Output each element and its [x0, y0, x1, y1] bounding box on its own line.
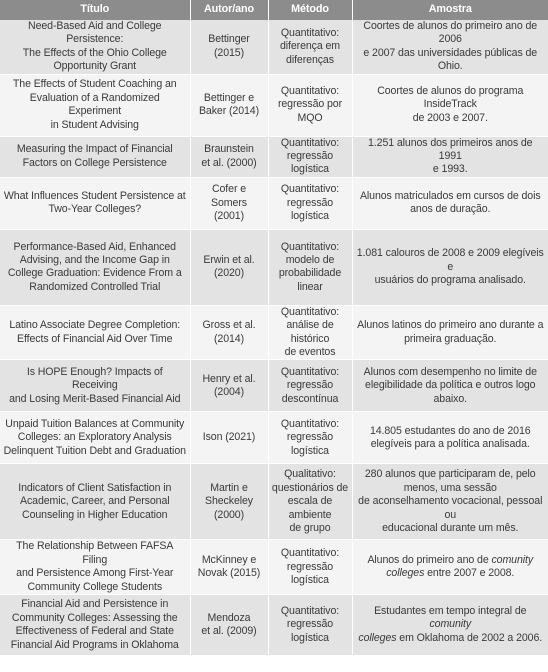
- cell-amostra: [352, 540, 548, 595]
- amostra-text: 1.251 alunos dos primeiros anos de 1991 e 1993.: [368, 136, 533, 176]
- cell-autor-ano: Bettinger (2015): [190, 20, 268, 74]
- cell-amostra: [352, 412, 548, 464]
- table-row: [0, 177, 548, 229]
- cell-autor-ano: Henry et al. (2004): [190, 360, 268, 412]
- table-row: [0, 464, 548, 540]
- cell-autor-ano: Mendoza et al. (2009): [190, 595, 268, 656]
- header-row: [0, 0, 548, 20]
- table-row: [0, 412, 548, 464]
- table-row: [0, 74, 548, 136]
- cell-titulo: Is HOPE Enough? Impacts of Receiving and Losing Merit-Based Financial Aid: [0, 360, 190, 412]
- cell-autor-ano: Erwin et al. (2020): [190, 229, 268, 305]
- header-autor-ano: Autor/ano: [190, 0, 268, 20]
- cell-titulo: Financial Aid and Persistence in Community Colleges: Assessing the Effectiveness of Federal and State Financial Aid Programs in Oklahoma: [0, 595, 190, 656]
- cell-metodo: Quantitativo: regressão logística: [268, 540, 352, 595]
- amostra-text: 14.805 estudantes do ano de 2016 elegíveis para a política analisada.: [369, 424, 531, 450]
- cell-titulo: Unpaid Tuition Balances at Community Colleges: an Exploratory Analysis Delinquent Tuition Debt and Graduation: [0, 412, 190, 464]
- table-row: [0, 595, 548, 656]
- table-row: [0, 360, 548, 412]
- table-header: [0, 0, 548, 20]
- cell-amostra: [352, 136, 548, 177]
- cell-titulo: What Influences Student Persistence at Two-Year Colleges?: [0, 177, 190, 229]
- cell-metodo: Quantitativo: análise de histórico de eventos: [268, 305, 352, 360]
- cell-amostra: [352, 229, 548, 305]
- cell-amostra: [352, 360, 548, 412]
- table-row: [0, 229, 548, 305]
- cell-autor-ano: Ison (2021): [190, 412, 268, 464]
- amostra-italic-term: comunity colleges: [358, 618, 472, 644]
- cell-autor-ano: Bettinger e Baker (2014): [190, 74, 268, 136]
- cell-titulo: The Effects of Student Coaching an Evaluation of a Randomized Experiment in Student Advising: [0, 74, 190, 136]
- amostra-text: Alunos latinos do primeiro ano durante a primeira graduação.: [357, 319, 544, 345]
- cell-titulo: Latino Associate Degree Completion: Effects of Financial Aid Over Time: [0, 305, 190, 360]
- cell-titulo: Performance-Based Aid, Enhanced Advising, and the Income Gap in College Graduation: Evidence From a Randomized Controlled Trial: [0, 229, 190, 305]
- amostra-text: Alunos do primeiro ano de: [367, 553, 492, 566]
- amostra-text: em Oklahoma de 2002 a 2006.: [396, 631, 543, 644]
- cell-autor-ano: Martin e Sheckeley (2000): [190, 464, 268, 540]
- cell-autor-ano: Cofer e Somers (2001): [190, 177, 268, 229]
- cell-metodo: Quantitativo: regressão logística: [268, 136, 352, 177]
- cell-amostra: [352, 305, 548, 360]
- cell-titulo: Indicators of Client Satisfaction in Academic, Career, and Personal Counseling in Higher Education: [0, 464, 190, 540]
- cell-amostra: [352, 595, 548, 656]
- cell-autor-ano: Braunstein et al. (2000): [190, 136, 268, 177]
- table-body: [0, 20, 548, 656]
- header-amostra: Amostra: [352, 0, 548, 20]
- cell-amostra: [352, 464, 548, 540]
- amostra-italic-term: comunity colleges: [386, 553, 534, 580]
- cell-metodo: Quantitativo: modelo de probabilidade linear: [268, 229, 352, 305]
- cell-metodo: Quantitativo: regressão descontínua: [268, 360, 352, 412]
- table-row: [0, 20, 548, 74]
- cell-metodo: Qualitativo: questionários de escala de ambiente de grupo: [268, 464, 352, 540]
- header-metodo: Método: [268, 0, 352, 20]
- cell-titulo: Need-Based Aid and College Persistence: The Effects of the Ohio College Opportunity Grant: [0, 20, 190, 74]
- cell-metodo: Quantitativo: regressão logística: [268, 177, 352, 229]
- table-row: [0, 540, 548, 595]
- cell-amostra: [352, 20, 548, 74]
- amostra-text: 280 alunos que participaram de, pelo menos, uma sessão de aconselhamento vocacional, pessoal ou educacional durante um mês.: [358, 468, 543, 535]
- table-row: [0, 305, 548, 360]
- header-titulo: Título: [0, 0, 190, 20]
- cell-titulo: The Relationship Between FAFSA Filing and Persistence Among First-Year Community College Students: [0, 540, 190, 595]
- cell-titulo: Measuring the Impact of Financial Factors on College Persistence: [0, 136, 190, 177]
- cell-autor-ano: Gross et al. (2014): [190, 305, 268, 360]
- cell-amostra: [352, 177, 548, 229]
- cell-metodo: Quantitativo: regressão por MQO: [268, 74, 352, 136]
- table-row: [0, 136, 548, 177]
- amostra-text: Coortes de alunos do primeiro ano de 2006 e 2007 das universidades públicas de Ohio.: [363, 20, 538, 73]
- amostra-text: Estudantes em tempo integral de: [374, 604, 527, 617]
- amostra-text: entre 2007 e 2008.: [424, 567, 515, 580]
- cell-metodo: Quantitativo: regressão logística: [268, 412, 352, 464]
- amostra-text: Alunos com desempenho no limite de elegibilidade da política e outros logo abaixo.: [363, 365, 537, 405]
- cell-metodo: Quantitativo: regressão logística: [268, 595, 352, 656]
- cell-autor-ano: McKinney e Novak (2015): [190, 540, 268, 595]
- amostra-text: Alunos matriculados em cursos de dois anos de duração.: [359, 189, 541, 216]
- cell-amostra: [352, 74, 548, 136]
- amostra-text: 1.081 calouros de 2008 e 2009 elegíveis e usuários do programa analisado.: [356, 247, 544, 287]
- amostra-text: Coortes de alunos do programa InsideTrack de 2003 e 2007.: [377, 85, 524, 124]
- cell-metodo: Quantitativo: diferença em diferenças: [268, 20, 352, 74]
